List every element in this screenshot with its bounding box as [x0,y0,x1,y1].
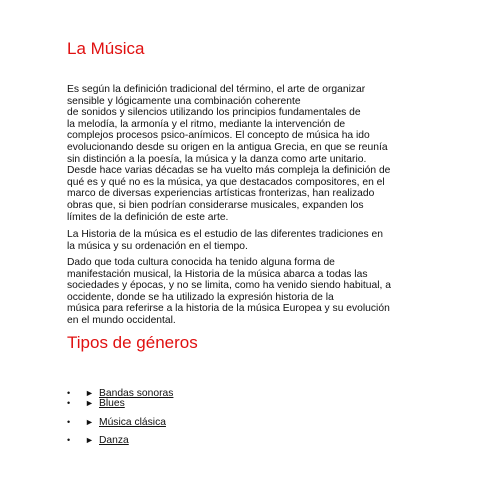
arrow-right-icon: ► [85,417,94,427]
bullet-icon: • [67,417,71,427]
paragraph-line: límites de la definición de este arte. [67,211,229,223]
paragraph-line: qué es y qué no es la música, ya que destacados compositores, en el [67,176,385,188]
genre-link-danza[interactable]: Danza [99,435,129,446]
culture-paragraph [67,257,391,327]
list-item [67,434,129,446]
paragraph-line: obras que, si bien podrían considerarse musicales, expanden los [67,199,364,211]
paragraph-line: en el mundo occidental. [67,314,176,326]
bullet-icon: • [67,388,71,398]
arrow-right-icon: ► [85,388,94,398]
paragraph-line: occidente, donde se ha utilizado la expresión historia de la [67,291,334,303]
paragraph-line: sociedades y épocas, y no se limita, como ha venido siendo habitual, a [67,280,391,292]
list-item [67,397,125,409]
paragraph-line: La Historia de la música es el estudio de las diferentes tradiciones en [67,229,383,240]
list-item [67,416,166,428]
history-paragraph [67,229,383,252]
paragraph-line: Desde hace varias décadas se ha vuelto más compleja la definición de [67,165,391,177]
intro-paragraph [67,84,390,223]
bullet-icon: • [67,435,71,445]
paragraph-line: marco de diversas experiencias artísticas fronterizas, han realizado [67,188,375,200]
paragraph-line: la música y su ordenación en el tiempo. [67,240,248,252]
arrow-right-icon: ► [85,398,94,408]
paragraph-line: manifestación musical, la Historia de la música abarca a todas las [67,268,368,280]
paragraph-line: de sonidos y silencios utilizando los principios fundamentales de [67,107,361,119]
genres-heading: Tipos de géneros [67,333,198,352]
genre-link-bandas-sonoras[interactable]: Bandas sonoras [99,388,174,399]
bullet-icon: • [67,398,71,408]
paragraph-line: evolucionando desde su origen en la antigua Grecia, en que se reunía [67,141,388,153]
genre-link-musica-clasica[interactable]: Música clásica [99,417,166,428]
paragraph-line: Es según la definición tradicional del término, el arte de organizar [67,84,366,95]
page-title: La Música [67,39,145,58]
paragraph-line: complejos procesos psico-anímicos. El concepto de música ha ido [67,130,370,142]
arrow-right-icon: ► [85,435,94,445]
paragraph-line: sin distinción a la poesía, la música y la danza como arte unitario. [67,153,367,165]
paragraph-line: la melodía, la armonía y el ritmo, mediante la intervención de [67,118,346,130]
paragraph-line: Dado que toda cultura conocida ha tenido alguna forma de [67,257,335,268]
paragraph-line: música para referirse a la historia de la música Europea y su evolución [67,303,390,315]
genre-link-blues[interactable]: Blues [99,398,125,409]
paragraph-line: sensible y lógicamente una combinación coherente [67,95,301,107]
